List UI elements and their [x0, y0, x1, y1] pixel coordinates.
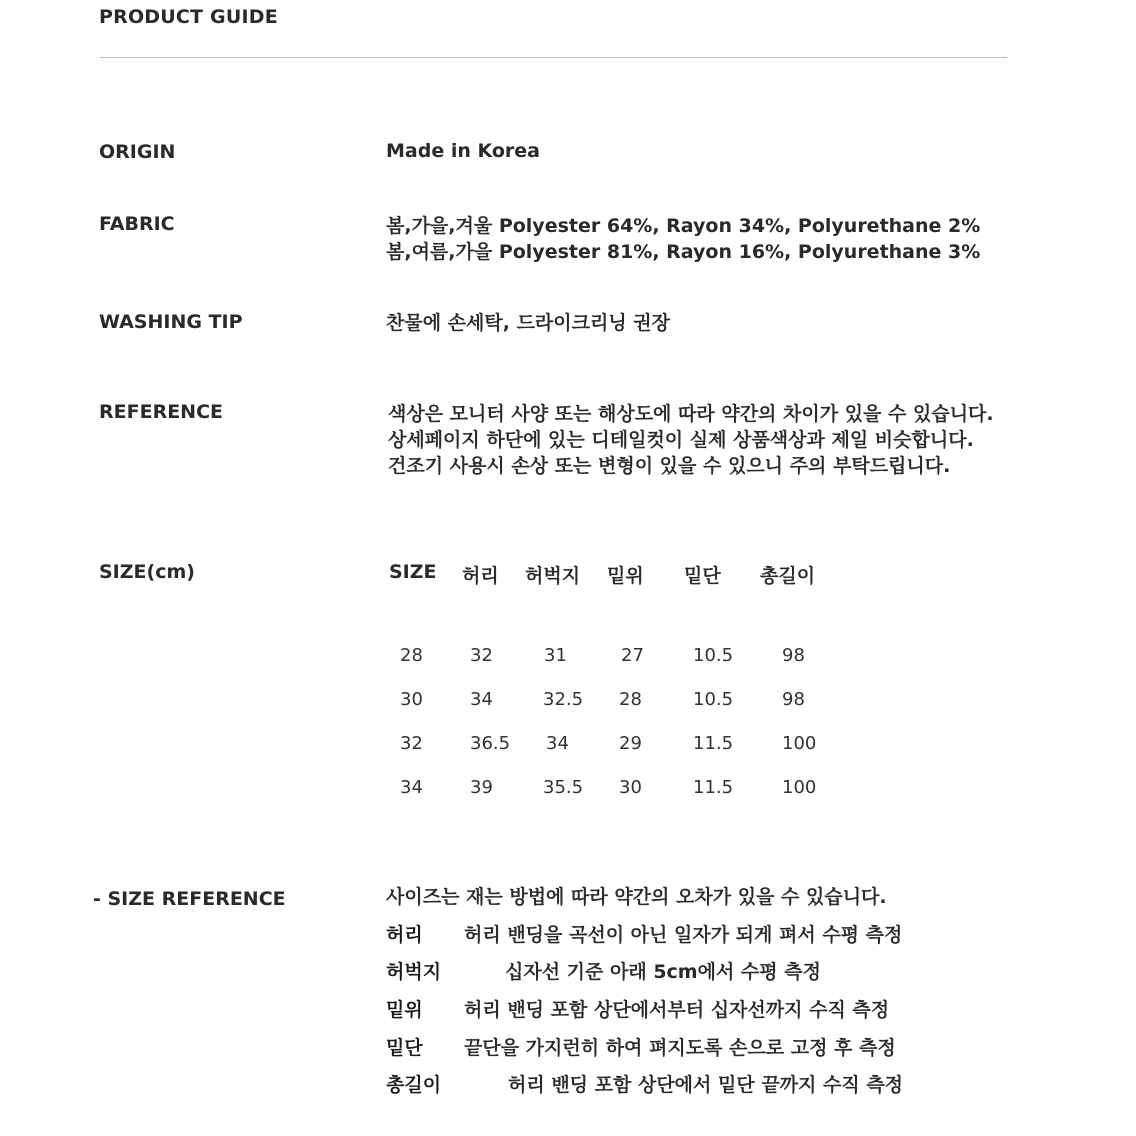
fabric-label: FABRIC	[99, 213, 175, 235]
size-reference-term: 밑위	[386, 999, 423, 1021]
table-cell: 27	[621, 645, 644, 666]
washing-label: WASHING TIP	[99, 311, 243, 333]
size-reference-desc: 허리 밴딩 포함 상단에서부터 십자선까지 수직 측정	[464, 999, 890, 1021]
table-cell: 32.5	[543, 689, 584, 710]
table-cell: 11.5	[693, 733, 734, 754]
size-header-length: 총길이	[760, 565, 816, 587]
fabric-value	[386, 213, 980, 265]
fabric-line: 봄,여름,가을 Polyester 81%, Rayon 16%, Polyurethane 3%	[386, 241, 981, 263]
table-cell: 34	[546, 733, 569, 754]
table-cell: 32	[470, 645, 493, 666]
table-cell: 10.5	[693, 645, 734, 666]
table-cell: 34	[400, 777, 423, 798]
table-cell: 10.5	[693, 689, 734, 710]
size-reference-desc: 허리 밴딩을 곡선이 아닌 일자가 되게 펴서 수평 측정	[464, 924, 903, 946]
header-divider	[100, 57, 1007, 58]
page-title: PRODUCT GUIDE	[99, 6, 278, 28]
size-reference-desc: 십자선 기준 아래 5cm에서 수평 측정	[505, 961, 821, 983]
table-cell: 98	[782, 645, 805, 666]
reference-line: 색상은 모니터 사양 또는 해상도에 따라 약간의 차이가 있을 수 있습니다.	[388, 403, 994, 425]
size-reference-term: 허리	[386, 924, 423, 946]
size-header-size: SIZE	[389, 561, 437, 583]
table-cell: 30	[619, 777, 642, 798]
size-reference-intro: 사이즈는 재는 방법에 따라 약간의 오차가 있을 수 있습니다.	[386, 886, 887, 908]
table-cell: 32	[400, 733, 423, 754]
origin-value: Made in Korea	[386, 140, 541, 162]
size-reference-desc: 끝단을 가지런히 하여 펴지도록 손으로 고정 후 측정	[464, 1037, 896, 1059]
table-cell: 98	[782, 689, 805, 710]
size-header-hem: 밑단	[684, 565, 721, 587]
table-cell: 100	[782, 733, 817, 754]
reference-value	[388, 401, 994, 479]
size-reference-term: 총길이	[386, 1074, 442, 1096]
table-cell: 29	[619, 733, 642, 754]
size-header-rise: 밑위	[607, 565, 644, 587]
table-cell: 100	[782, 777, 817, 798]
table-cell: 28	[619, 689, 642, 710]
table-cell: 34	[470, 689, 493, 710]
reference-line: 상세페이지 하단에 있는 디테일컷이 실제 상품색상과 제일 비슷합니다.	[388, 429, 974, 451]
reference-label: REFERENCE	[99, 401, 224, 423]
table-cell: 28	[400, 645, 423, 666]
table-cell: 35.5	[543, 777, 584, 798]
table-cell: 36.5	[470, 733, 511, 754]
table-cell: 39	[470, 777, 493, 798]
size-header-waist: 허리	[462, 565, 499, 587]
fabric-line: 봄,가을,겨울 Polyester 64%, Rayon 34%, Polyurethane 2%	[386, 215, 981, 237]
table-cell: 11.5	[693, 777, 734, 798]
size-reference-desc: 허리 밴딩 포함 상단에서 밑단 끝까지 수직 측정	[508, 1074, 904, 1096]
size-reference-term: 밑단	[386, 1037, 423, 1059]
table-cell: 31	[544, 645, 567, 666]
size-reference-term: 허벅지	[386, 961, 442, 983]
reference-line: 건조기 사용시 손상 또는 변형이 있을 수 있으니 주의 부탁드립니다.	[388, 455, 951, 477]
size-label: SIZE(cm)	[99, 561, 195, 583]
origin-label: ORIGIN	[99, 141, 176, 163]
table-cell: 30	[400, 689, 423, 710]
size-reference-label: - SIZE REFERENCE	[93, 888, 286, 910]
washing-value: 찬물에 손세탁, 드라이크리닝 권장	[386, 312, 671, 334]
size-header-thigh: 허벅지	[525, 565, 581, 587]
